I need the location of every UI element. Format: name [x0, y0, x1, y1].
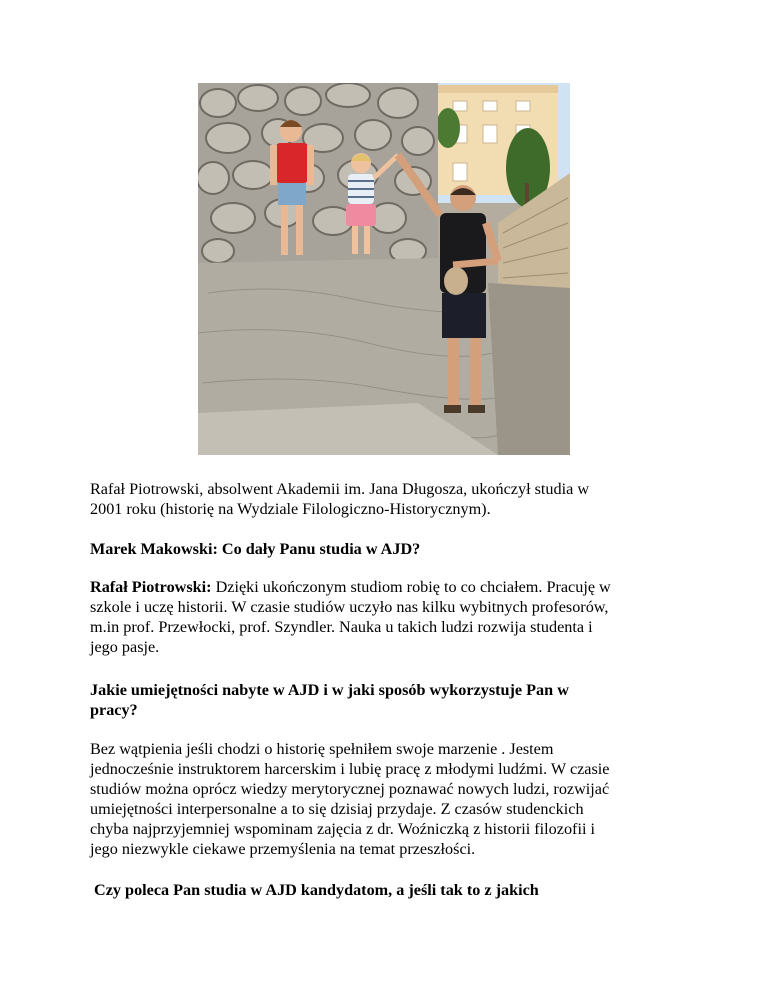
- answer-2: [90, 739, 690, 859]
- answer-2-line-6: jego niezwykle ciekawe przemyślenia na temat przeszłości.: [90, 840, 476, 858]
- question-1: Marek Makowski: Co dały Panu studia w AJD?: [90, 540, 421, 558]
- answer-2-line-2: jednocześnie instruktorem harcerskim i lubię pracę z młodymi ludźmi. W czasie: [90, 760, 610, 778]
- answer-1-line-3: m.in prof. Przewłocki, prof. Szyndler. Nauka u takich ludzi rozwija studenta i: [90, 618, 593, 636]
- question-3: Czy poleca Pan studia w AJD kandydatom, a jeśli tak to z jakich: [90, 881, 539, 899]
- photo-family-stone-wall: [198, 83, 570, 455]
- answer-1-text: Dzięki ukończonym studiom robię to co chciałem. Pracuję w: [211, 578, 611, 596]
- answer-2-line-5: chyba najprzyjemniej wspominam zajęcia z dr. Woźniczką z historii filozofii i: [90, 820, 595, 838]
- answer-1-line-4: jego pasje.: [90, 638, 160, 656]
- answer-2-line-4: umiejętności interpersonalne a to się dzisiaj przydaje. Z czasów studenckich: [90, 800, 584, 818]
- answer-2-line-3: studiów można oprócz wiedzy merytorycznej poznawać nowych ludzi, rozwijać: [90, 780, 610, 798]
- answer-1-line-1: [90, 577, 690, 597]
- answer-2-line-1: Bez wątpienia jeśli chodzi o historię spełniłem swoje marzenie . Jestem: [90, 740, 554, 758]
- answer-1: [90, 577, 690, 657]
- question-2-line-1: Jakie umiejętności nabyte w AJD i w jaki sposób wykorzystuje Pan w: [90, 681, 569, 699]
- answer-1-speaker: Rafał Piotrowski:: [90, 578, 212, 596]
- intro-line-1: Rafał Piotrowski, absolwent Akademii im. Jana Długosza, ukończył studia w: [90, 480, 590, 498]
- answer-1-line-2: szkole i uczę historii. W czasie studiów uczyło nas kilku wybitnych profesorów,: [90, 598, 609, 616]
- intro-line-2: 2001 roku (historię na Wydziale Filologiczno-Historycznym).: [90, 500, 491, 518]
- question-2-line-2: pracy?: [90, 701, 138, 719]
- intro-paragraph: [90, 479, 690, 519]
- photo-illustration: [198, 83, 570, 455]
- question-2: [90, 680, 690, 720]
